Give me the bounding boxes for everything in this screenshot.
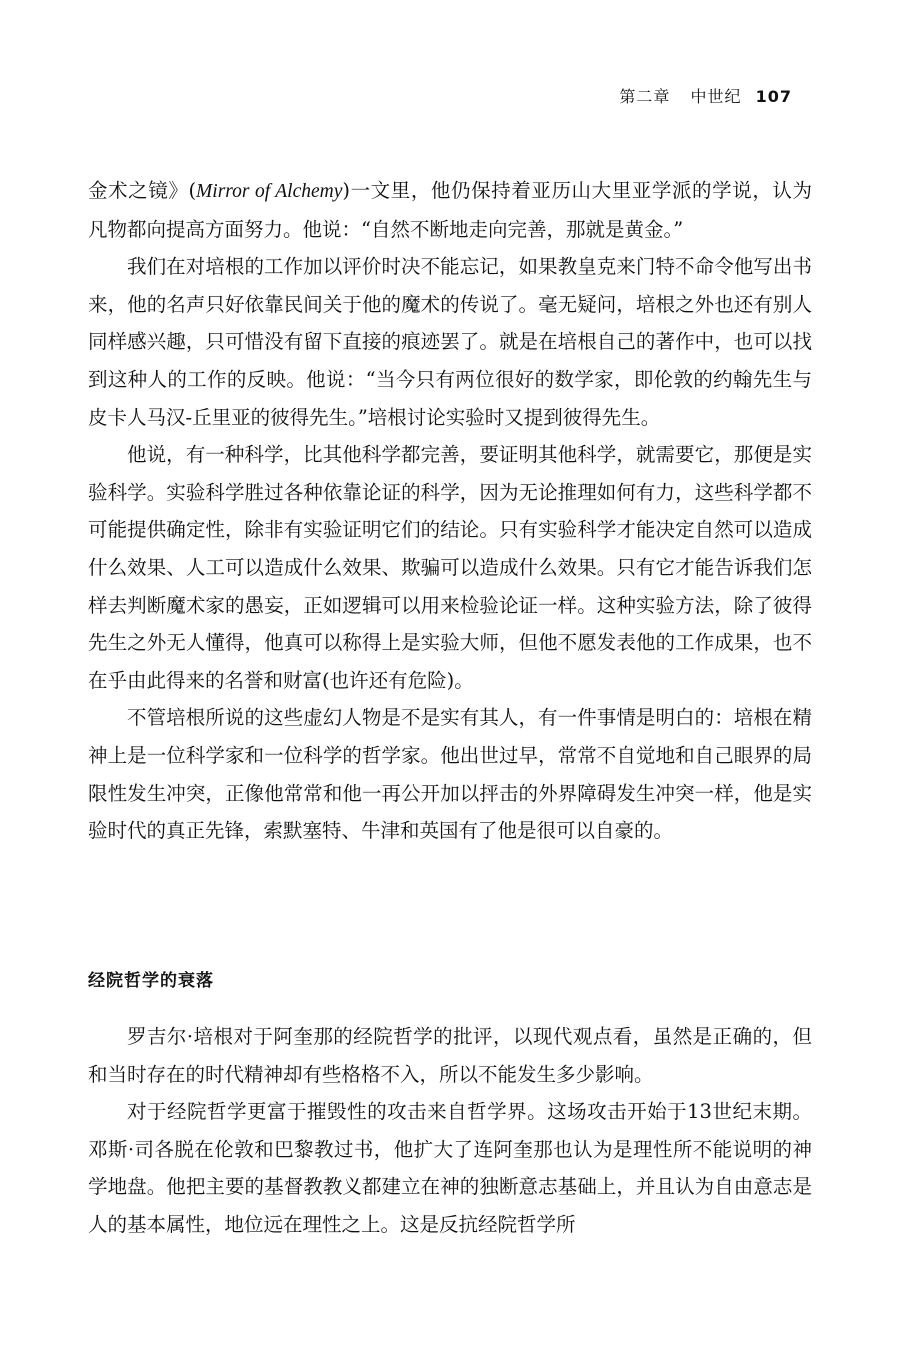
paragraph: 罗吉尔·培根对于阿奎那的经院哲学的批评，以现代观点看，虽然是正确的，但和当时存在的时代精神却有些格格不入，所以不能发生多少影响。: [88, 1025, 812, 1086]
section-label: 中世纪: [690, 87, 742, 106]
text-block-lower: [88, 1018, 812, 1244]
paragraph-continuation: [88, 172, 812, 248]
section-heading: 经院哲学的衰落: [88, 971, 214, 991]
paragraph-text: 金术之镜》(: [88, 179, 197, 202]
paragraph: 对于经院哲学更富于摧毁性的攻击来自哲学界。这场攻击开始于13世纪末期。邓斯·司各脱在伦敦和巴黎教过书，他扩大了连阿奎那也认为是理性所不能说明的神学地盘。他把主要的基督教教义都建立在神的独断意志基础上，并且认为自由意志是人的基本属性，地位远在理性之上。这是反抗经院哲学所: [88, 1100, 812, 1236]
text-block-upper: [88, 172, 812, 850]
latin-title: Mirror of Alchemy: [196, 181, 343, 202]
paragraph: 他说，有一种科学，比其他科学都完善，要证明其他科学，就需要它，那便是实验科学。实验科学胜过各种依靠论证的科学，因为无论推理如何有力，这些科学都不可能提供确定性，除非有实验证明它们的结论。只有实验科学才能决定自然可以造成什么效果、人工可以造成什么效果、欺骗可以造成什么效果。只有它才能告诉我们怎样去判断魔术家的愚妄，正如逻辑可以用来检验论证一样。这种实验方法，除了彼得先生之外无人懂得，他真可以称得上是实验大师，但他不愿发表他的工作成果，也不在乎由此得来的名誉和财富(也许还有危险)。: [88, 443, 812, 692]
paragraph: 不管培根所说的这些虚幻人物是不是实有其人，有一件事情是明白的：培根在精神上是一位科学家和一位科学的哲学家。他出世过早，常常不自觉地和自己眼界的局限性发生冲突，正像他常常和他一再公开加以抨击的外界障碍发生冲突一样，他是实验时代的真正先锋，索默塞特、牛津和英国有了他是很可以自豪的。: [88, 706, 812, 843]
paragraph-text: )一文里，他仍保持着亚历山大里亚学派的学说，认为凡物都向提高方面努力。他说：“自然不断地走向完善，那就是黄金。”: [88, 179, 812, 241]
running-head: [619, 84, 792, 107]
paragraph: 我们在对培根的工作加以评价时决不能忘记，如果教皇克来门特不命令他写出书来，他的名声只好依靠民间关于他的魔术的传说了。毫无疑问，培根之外也还有别人同样感兴趣，只可惜没有留下直接的痕迹罢了。就是在培根自己的著作中，也可以找到这种人的工作的反映。他说：“当今只有两位很好的数学家，即伦敦的约翰先生与皮卡人马汉-丘里亚的彼得先生。”培根讨论实验时又提到彼得先生。: [88, 255, 812, 429]
chapter-label: 第二章: [619, 87, 671, 106]
page-number: 107: [755, 87, 792, 106]
